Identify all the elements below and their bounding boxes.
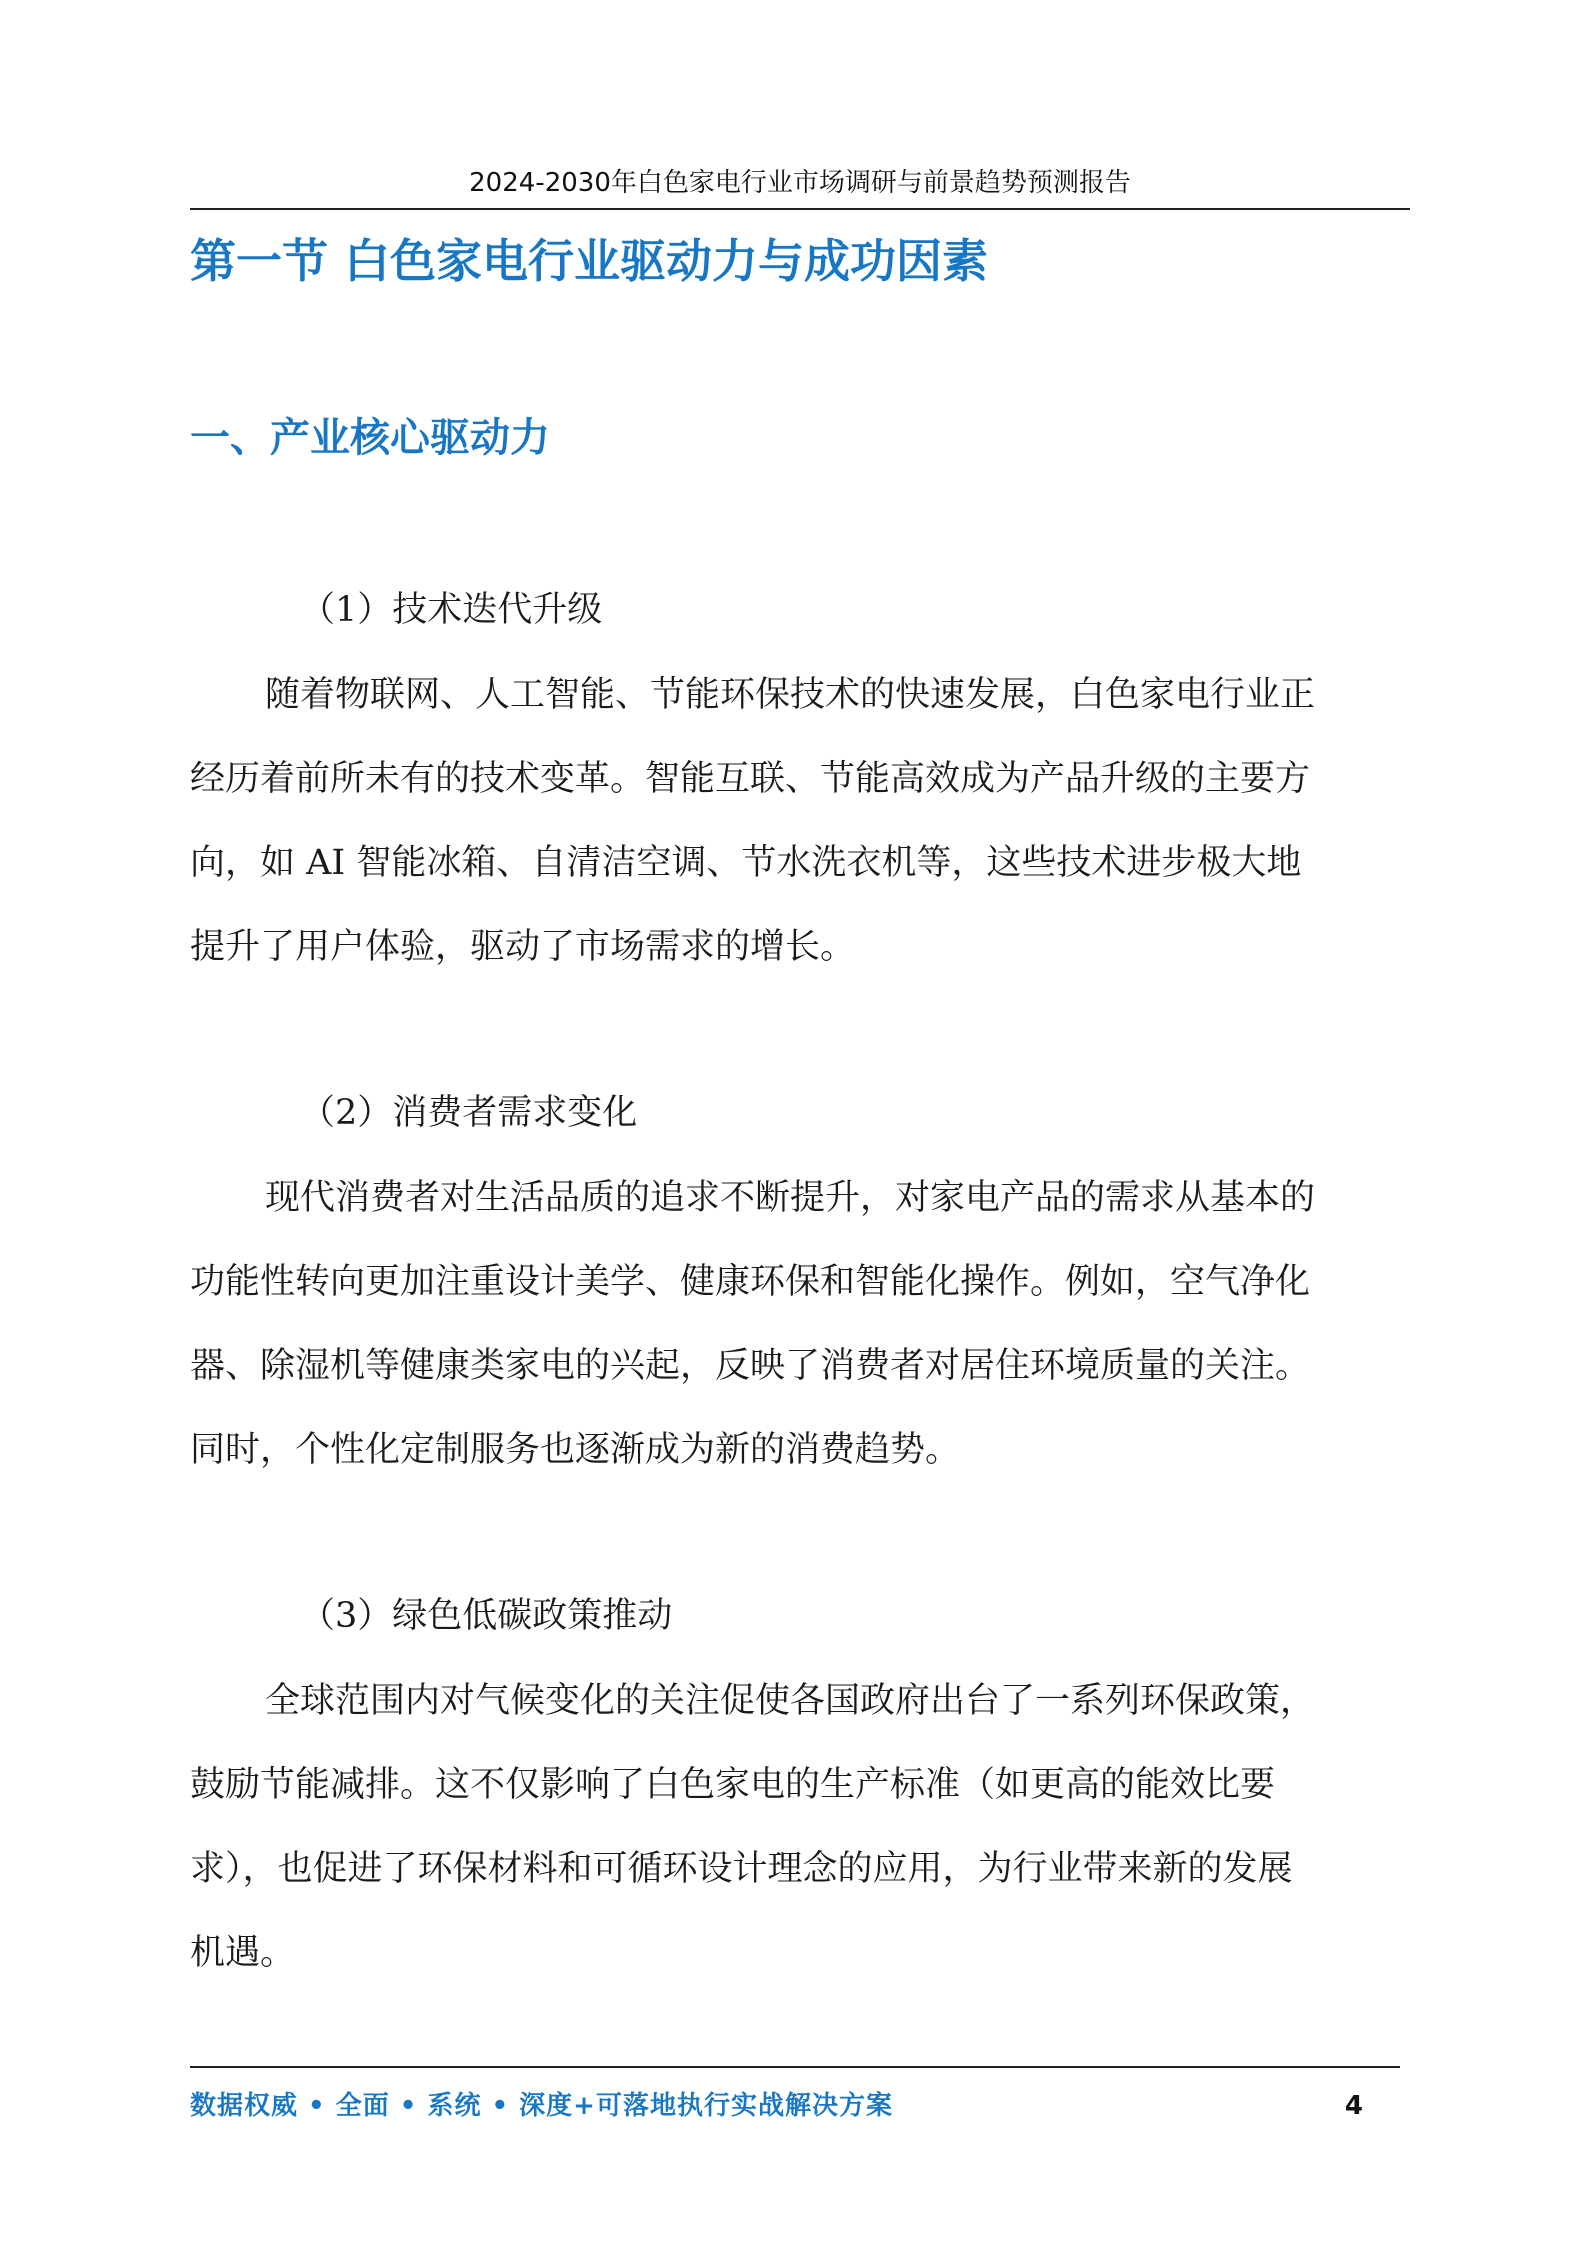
paragraph-line: 功能性转向更加注重设计美学、健康环保和智能化操作。例如，空气净化 [190, 1262, 1311, 1302]
paragraph-line: 现代消费者对生活品质的追求不断提升，对家电产品的需求从基本的 [265, 1178, 1316, 1218]
item-paragraph-consumer [190, 1156, 1422, 1492]
paragraph-line: 随着物联网、人工智能、节能环保技术的快速发展，白色家电行业正 [265, 675, 1316, 715]
paragraph-line: 求），也促进了环保材料和可循环设计理念的应用，为行业带来新的发展 [190, 1849, 1293, 1889]
item-paragraph-policy [190, 1659, 1422, 1995]
paragraph-line: 机遇。 [190, 1933, 296, 1973]
paragraph-line: 经历着前所未有的技术变革。智能互联、节能高效成为产品升级的主要方 [190, 759, 1311, 799]
subsection-title: 一、产业核心驱动力 [190, 415, 550, 461]
footer-divider [190, 2066, 1400, 2068]
paragraph-line: 全球范围内对气候变化的关注促使各国政府出台了一系列环保政策， [265, 1681, 1316, 1721]
section-title: 第一节 白色家电行业驱动力与成功因素 [190, 234, 989, 288]
header-divider [190, 208, 1410, 210]
paragraph-line: 器、除湿机等健康类家电的兴起，反映了消费者对居住环境质量的关注。 [190, 1346, 1311, 1386]
paragraph-line: 向，如 AI 智能冰箱、自清洁空调、节水洗衣机等，这些技术进步极大地 [190, 843, 1302, 883]
footer-slogan: 数据权威 • 全面 • 系统 • 深度+可落地执行实战解决方案 [190, 2091, 893, 2121]
item-heading-policy: （3）绿色低碳政策推动 [300, 1596, 673, 1636]
paragraph-line: 提升了用户体验，驱动了市场需求的增长。 [190, 927, 856, 967]
item-heading-tech: （1）技术迭代升级 [300, 590, 603, 630]
report-title: 2024-2030年白色家电行业市场调研与前景趋势预测报告 [469, 168, 1131, 198]
paragraph-line: 鼓励节能减排。这不仅影响了白色家电的生产标准（如更高的能效比要 [190, 1765, 1276, 1805]
page-number: 4 [1344, 2091, 1363, 2121]
item-heading-consumer: （2）消费者需求变化 [300, 1093, 638, 1133]
paragraph-line: 同时，个性化定制服务也逐渐成为新的消费趋势。 [190, 1430, 961, 1470]
item-paragraph-tech [190, 653, 1422, 989]
